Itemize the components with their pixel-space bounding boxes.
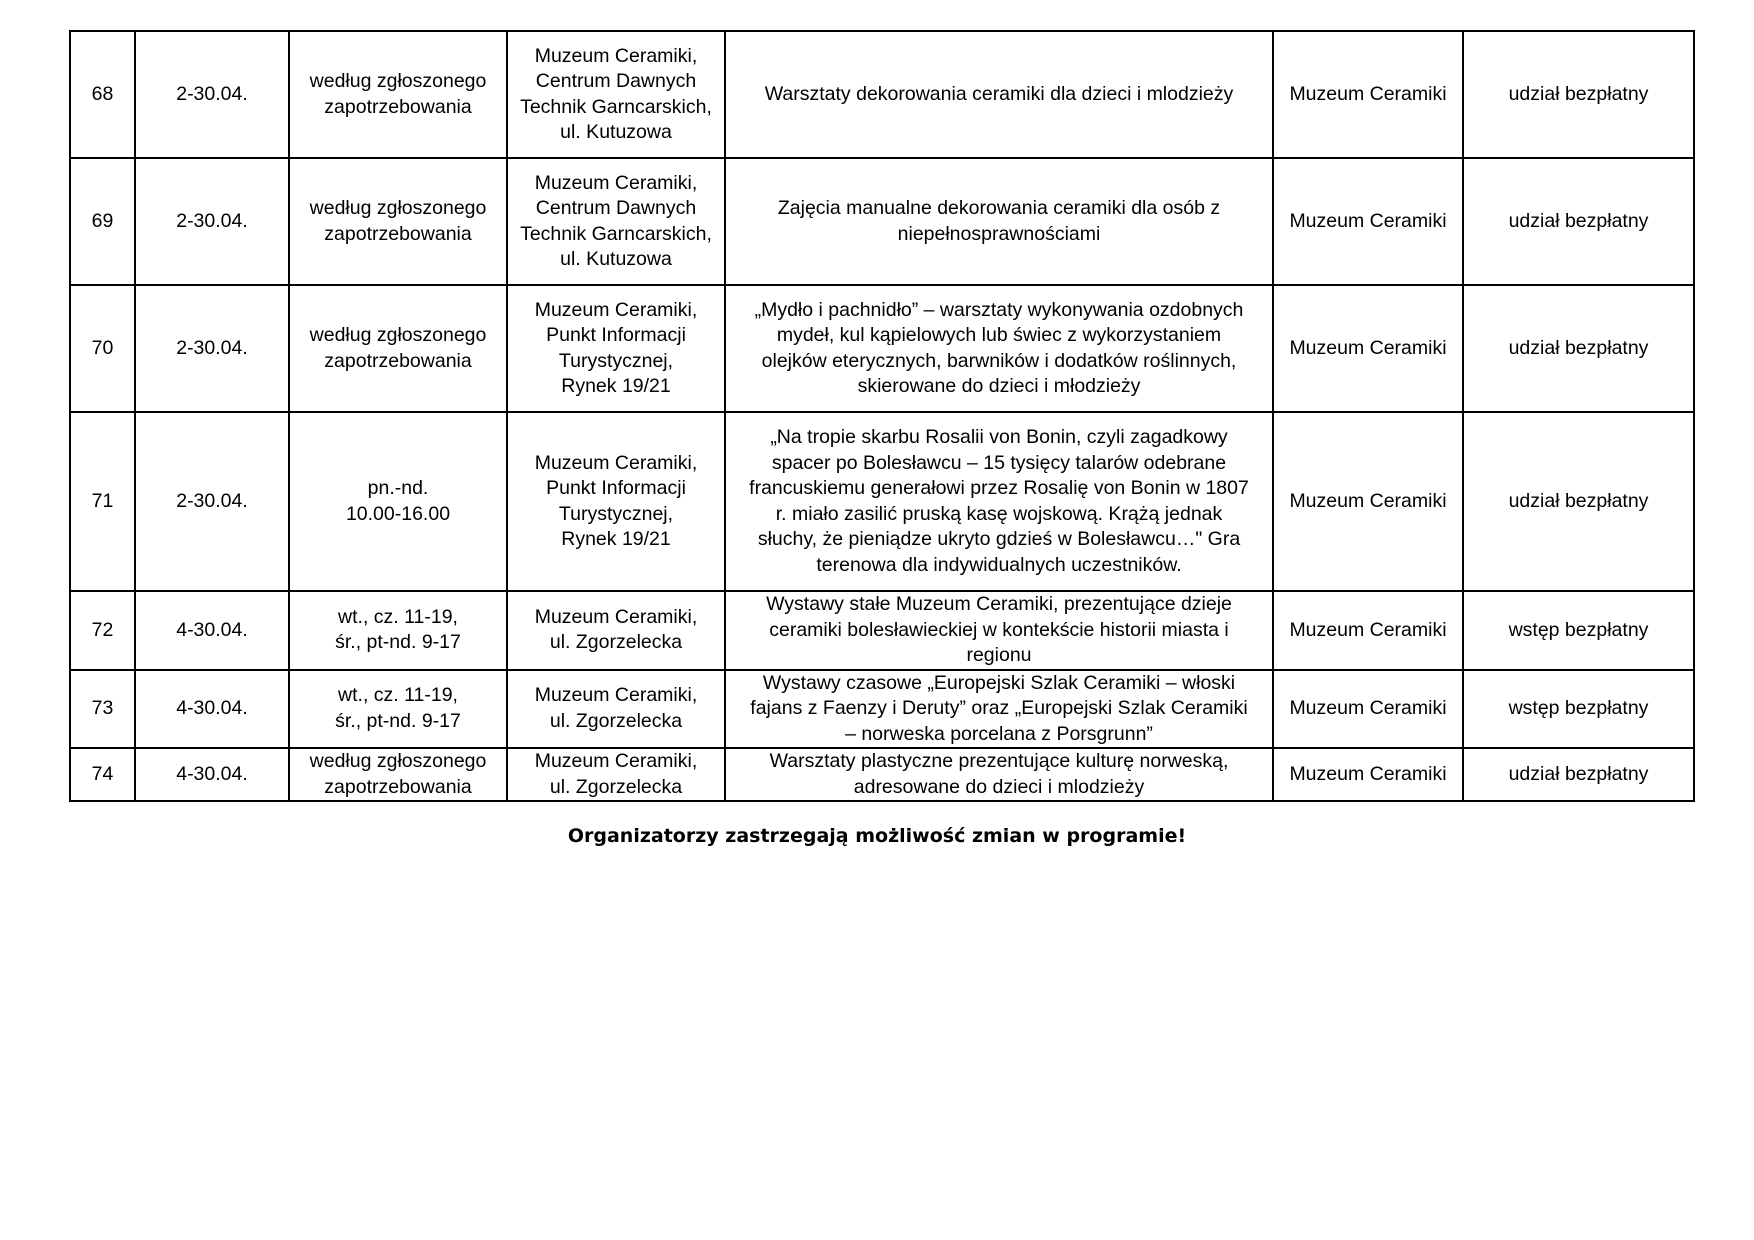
event-number: 71 — [70, 412, 135, 591]
event-hours: według zgłoszonego zapotrzebowania — [289, 285, 507, 412]
table-row — [70, 670, 1694, 749]
event-organizer: Muzeum Ceramiki — [1273, 158, 1463, 285]
event-description: „Na tropie skarbu Rosalii von Bonin, czyli zagadkowy spacer po Bolesławcu – 15 tysięcy talarów odebrane francuskiemu generałowi przez Rosalię von Bonin w 1807 r. miało zasilić pruską kasę wojskową. Krążą jednak słuchy, że pieniądze ukryto gdzieś w Bolesławcu…" Gra terenowa dla indywidualnych uczestników. — [725, 412, 1273, 591]
events-table — [69, 30, 1695, 802]
event-description: Wystawy czasowe „Europejski Szlak Ceramiki – włoski fajans z Faenzy i Deruty” oraz „Europejski Szlak Ceramiki – norweska porcelana z Porsgrunn” — [725, 670, 1273, 749]
event-fee: udział bezpłatny — [1463, 412, 1694, 591]
event-number: 68 — [70, 31, 135, 158]
event-number: 70 — [70, 285, 135, 412]
event-fee: udział bezpłatny — [1463, 285, 1694, 412]
event-place: Muzeum Ceramiki, Punkt Informacji Turystycznej, Rynek 19/21 — [507, 285, 725, 412]
event-organizer: Muzeum Ceramiki — [1273, 591, 1463, 670]
event-organizer: Muzeum Ceramiki — [1273, 670, 1463, 749]
event-date: 2-30.04. — [135, 285, 289, 412]
event-number: 69 — [70, 158, 135, 285]
program-change-note: Organizatorzy zastrzegają możliwość zmian w programie! — [567, 825, 1187, 847]
table-row — [70, 412, 1694, 591]
event-fee: udział bezpłatny — [1463, 158, 1694, 285]
event-organizer: Muzeum Ceramiki — [1273, 285, 1463, 412]
table-row — [70, 285, 1694, 412]
event-number: 73 — [70, 670, 135, 749]
event-date: 2-30.04. — [135, 158, 289, 285]
event-date: 4-30.04. — [135, 591, 289, 670]
event-date: 4-30.04. — [135, 670, 289, 749]
event-hours: pn.-nd. 10.00-16.00 — [289, 412, 507, 591]
event-place: Muzeum Ceramiki, ul. Zgorzelecka — [507, 748, 725, 801]
event-place: Muzeum Ceramiki, Centrum Dawnych Technik Garncarskich, ul. Kutuzowa — [507, 31, 725, 158]
event-organizer: Muzeum Ceramiki — [1273, 748, 1463, 801]
event-organizer: Muzeum Ceramiki — [1273, 412, 1463, 591]
event-description: Wystawy stałe Muzeum Ceramiki, prezentujące dzieje ceramiki bolesławieckiej w kontekście historii miasta i regionu — [725, 591, 1273, 670]
table-row — [70, 31, 1694, 158]
event-number: 72 — [70, 591, 135, 670]
event-hours: wt., cz. 11-19, śr., pt-nd. 9-17 — [289, 670, 507, 749]
event-number: 74 — [70, 748, 135, 801]
event-hours: według zgłoszonego zapotrzebowania — [289, 158, 507, 285]
table-row — [70, 748, 1694, 801]
event-hours: wt., cz. 11-19, śr., pt-nd. 9-17 — [289, 591, 507, 670]
event-description: „Mydło i pachnidło” – warsztaty wykonywania ozdobnych mydeł, kul kąpielowych lub świec z wykorzystaniem olejków eterycznych, barwników i dodatków roślinnych, skierowane do dzieci i młodzieży — [725, 285, 1273, 412]
event-hours: według zgłoszonego zapotrzebowania — [289, 31, 507, 158]
event-hours: według zgłoszonego zapotrzebowania — [289, 748, 507, 801]
event-fee: wstęp bezpłatny — [1463, 591, 1694, 670]
event-date: 4-30.04. — [135, 748, 289, 801]
event-organizer: Muzeum Ceramiki — [1273, 31, 1463, 158]
event-place: Muzeum Ceramiki, Centrum Dawnych Technik Garncarskich, ul. Kutuzowa — [507, 158, 725, 285]
table-row — [70, 591, 1694, 670]
event-fee: udział bezpłatny — [1463, 748, 1694, 801]
event-fee: wstęp bezpłatny — [1463, 670, 1694, 749]
event-fee: udział bezpłatny — [1463, 31, 1694, 158]
event-place: Muzeum Ceramiki, ul. Zgorzelecka — [507, 591, 725, 670]
event-description: Warsztaty plastyczne prezentujące kulturę norweską, adresowane do dzieci i mlodzieży — [725, 748, 1273, 801]
event-date: 2-30.04. — [135, 412, 289, 591]
event-description: Zajęcia manualne dekorowania ceramiki dla osób z niepełnosprawnościami — [725, 158, 1273, 285]
event-description: Warsztaty dekorowania ceramiki dla dzieci i mlodzieży — [725, 31, 1273, 158]
event-date: 2-30.04. — [135, 31, 289, 158]
event-place: Muzeum Ceramiki, ul. Zgorzelecka — [507, 670, 725, 749]
event-place: Muzeum Ceramiki, Punkt Informacji Turystycznej, Rynek 19/21 — [507, 412, 725, 591]
table-row — [70, 158, 1694, 285]
